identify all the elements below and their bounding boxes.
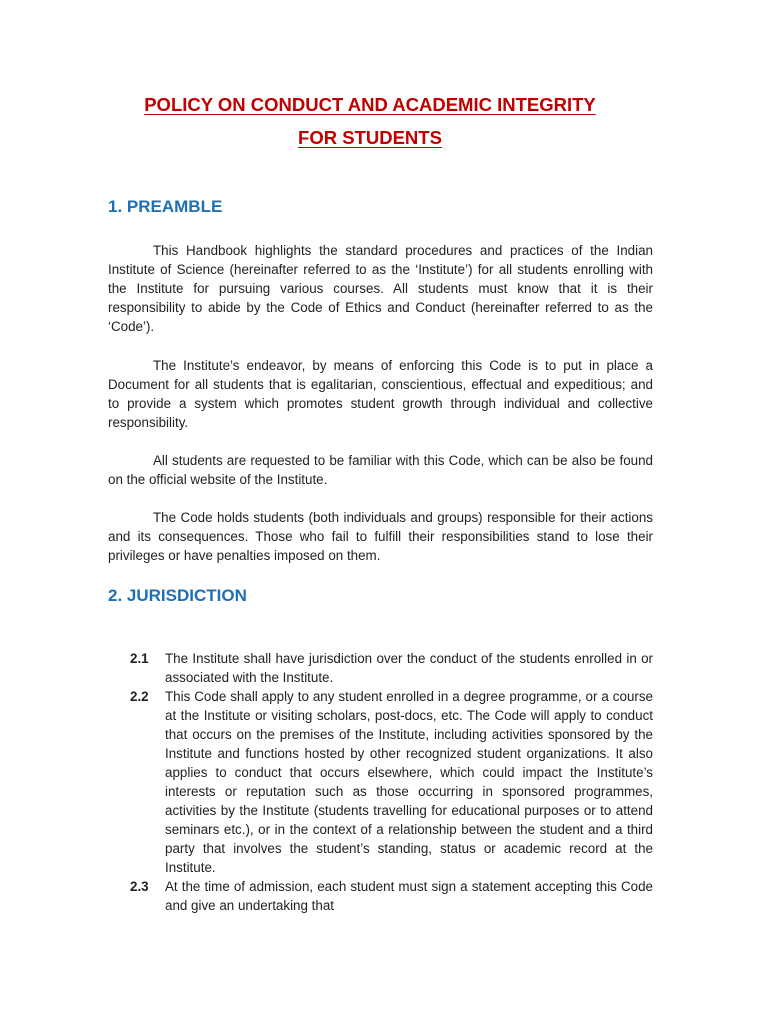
preamble-paragraph-3: All students are requested to be familiar with this Code, which can be also be found on the official website of the Institute. (108, 453, 653, 487)
document-title-line-1: POLICY ON CONDUCT AND ACADEMIC INTEGRITY (144, 94, 596, 115)
clause-number: 2.3 (130, 879, 149, 894)
clause-2-1 (130, 649, 653, 687)
clause-text: At the time of admission, each student must sign a statement accepting this Code and give an undertaking that (165, 879, 653, 913)
section-heading-jurisdiction: 2. JURISDICTION (108, 586, 247, 605)
clause-text: The Institute shall have jurisdiction over the conduct of the students enrolled in or associated with the Institute. (165, 651, 653, 685)
clause-number: 2.2 (130, 689, 149, 704)
document-title (108, 88, 632, 154)
preamble-paragraph-1: This Handbook highlights the standard procedures and practices of the Indian Institute of Science (hereinafter referred to as the ‘Institute’) for all students enrolling with the Institute for pursuing various courses. All students must know that it is their responsibility to abide by the Code of Ethics and Conduct (hereinafter referred to as the ‘Code’). (108, 243, 653, 334)
clause-2-2 (130, 687, 653, 877)
document-title-line-2: FOR STUDENTS (298, 127, 442, 148)
preamble-paragraph-2: The Institute’s endeavor, by means of enforcing this Code is to put in place a Document for all students that is egalitarian, conscientious, effectual and expeditious; and to provide a system which promotes student growth through individual and collective responsibility. (108, 358, 653, 430)
section-heading-preamble: 1. PREAMBLE (108, 197, 223, 216)
clause-number: 2.1 (130, 651, 149, 666)
clause-2-3 (130, 877, 653, 915)
preamble-paragraph-4: The Code holds students (both individuals and groups) responsible for their actions and its consequences. Those who fail to fulfill their responsibilities stand to lose their privileges or have penalties imposed on them. (108, 510, 653, 563)
clause-text: This Code shall apply to any student enrolled in a degree programme, or a course at the Institute or visiting scholars, post-docs, etc. The Code will apply to conduct that occurs on the premises of the Institute, including activities sponsored by the Institute and functions hosted by other recognized student organizations. It also applies to conduct that occurs elsewhere, which could impact the Institute’s interests or reputation such as those occurring in sponsored programmes, activities by the Institute (students travelling for educational purposes or to attend seminars etc.), or in the context of a relationship between the student and a third party that involves the student’s standing, status or academic record at the Institute. (165, 689, 653, 875)
